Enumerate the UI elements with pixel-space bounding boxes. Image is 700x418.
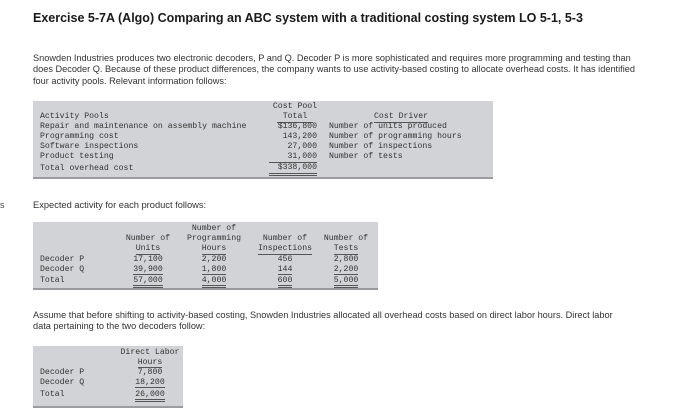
tests-value: 2,800 bbox=[333, 255, 359, 264]
edge-mark: s bbox=[0, 200, 5, 210]
pool-cost: 143,200 bbox=[282, 132, 317, 141]
units-value: 39,900 bbox=[133, 265, 163, 274]
labor-hours-value: 7,800 bbox=[137, 368, 163, 377]
header-cost-pool: Cost Pool bbox=[272, 102, 318, 111]
total-label: Total bbox=[40, 390, 65, 399]
total-label: Total bbox=[40, 276, 65, 285]
pool-driver: Number of units produced bbox=[329, 122, 447, 131]
header-programming-hours: Number of Programming Hours bbox=[186, 224, 242, 253]
assumption-paragraph: Assume that before shifting to activity-based costing, Snowden Industries allocated all overhead costs based on direct labor hours. Direct labor data pertaining to the two decoders follow: bbox=[33, 310, 613, 332]
exercise-title: Exercise 5-7A (Algo) Comparing an ABC system with a traditional costing system LO 5-1, 5-3 bbox=[33, 11, 583, 25]
inspections-total: 600 bbox=[252, 276, 318, 286]
pool-total: $338,000 bbox=[269, 163, 317, 176]
pool-name: Software inspections bbox=[40, 142, 139, 151]
pool-name: Repair and maintenance on assembly machine bbox=[40, 122, 247, 131]
pool-driver: Number of tests bbox=[329, 152, 403, 161]
activity-pools-table bbox=[33, 101, 493, 179]
header-cost-driver: Cost Driver bbox=[374, 112, 429, 121]
intro-paragraph: Snowden Industries produces two electronic decoders, P and Q. Decoder P is more sophisticated and requires more programming and testing than does Decoder Q. Because of these product differences, the company wants to use activity-based costing to allocate overhead costs. It has identified four activity pools. Relevant information follows: bbox=[33, 53, 635, 86]
header-tests: Number of Tests bbox=[323, 234, 369, 253]
expected-activity-label: Expected activity for each product follows: bbox=[33, 200, 207, 210]
direct-labor-table bbox=[33, 346, 183, 408]
product-name: Decoder P bbox=[40, 255, 85, 264]
product-name: Decoder Q bbox=[40, 378, 85, 387]
units-total: 57,000 bbox=[121, 276, 175, 286]
pool-driver: Number of programming hours bbox=[329, 132, 462, 141]
labor-hours-total: 26,000 bbox=[117, 390, 183, 400]
hours-value: 1,800 bbox=[201, 265, 227, 274]
inspections-value: 144 bbox=[277, 265, 293, 274]
expected-activity-table bbox=[33, 222, 378, 290]
hours-value: 2,200 bbox=[201, 255, 227, 264]
header-direct-labor: Direct Labor bbox=[120, 348, 180, 357]
pool-driver: Number of inspections bbox=[329, 142, 433, 151]
pool-cost: $136,800 bbox=[277, 122, 317, 131]
product-name: Decoder Q bbox=[40, 265, 85, 274]
pool-name: Product testing bbox=[40, 152, 114, 161]
header-hours: Hours bbox=[137, 358, 163, 367]
pool-cost: 27,000 bbox=[287, 142, 317, 151]
labor-hours-value: 18,200 bbox=[135, 378, 165, 387]
product-name: Decoder P bbox=[40, 368, 85, 377]
inspections-value: 456 bbox=[277, 255, 293, 264]
tests-total: 5,000 bbox=[321, 276, 371, 286]
hours-total: 4,000 bbox=[181, 276, 247, 286]
header-units: Number of Units bbox=[125, 234, 171, 253]
header-activity-pools: Activity Pools bbox=[40, 112, 109, 121]
tests-value: 2,200 bbox=[333, 265, 359, 274]
pool-total-label: Total overhead cost bbox=[40, 164, 134, 173]
header-inspections: Number of Inspections bbox=[257, 234, 313, 253]
header-total: Total bbox=[277, 112, 313, 123]
pool-cost: 31,000 bbox=[269, 152, 317, 163]
pool-name: Programming cost bbox=[40, 132, 119, 141]
units-value: 17,100 bbox=[133, 255, 163, 264]
